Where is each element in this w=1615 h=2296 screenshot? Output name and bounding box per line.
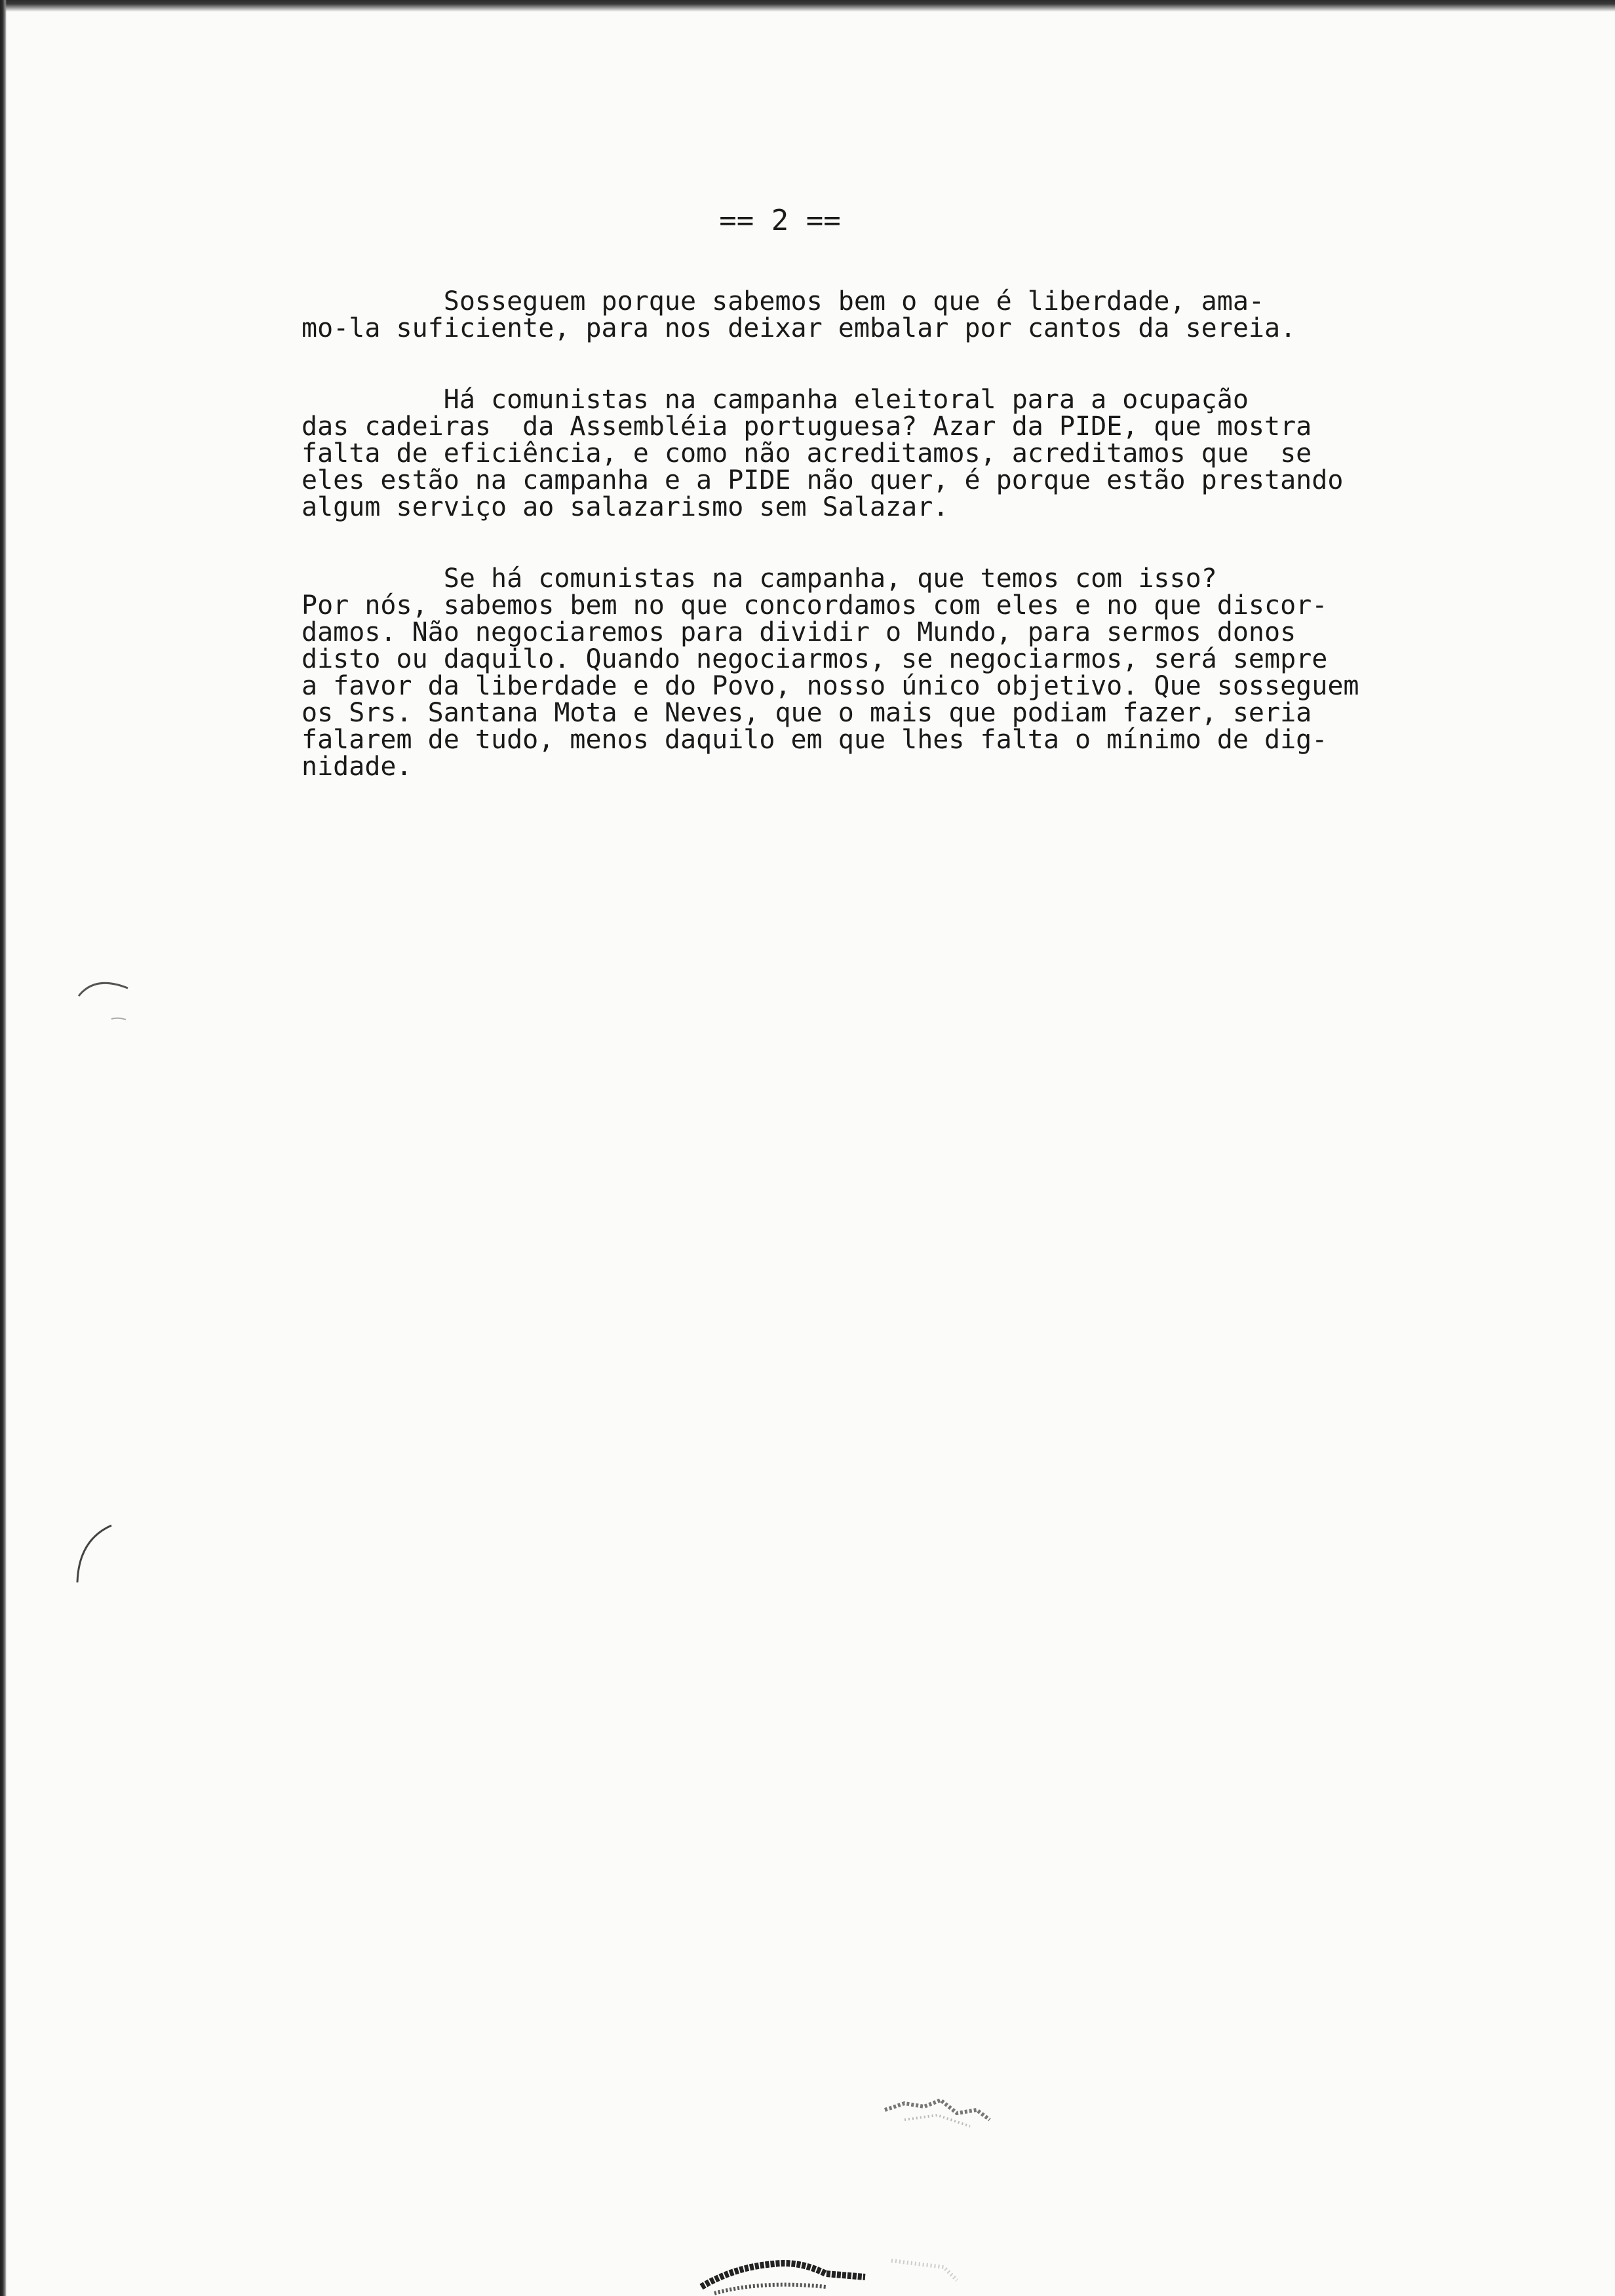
scan-edge-top [0, 0, 1615, 12]
paragraph [302, 288, 1606, 342]
text-line: Sosseguem porque sabemos bem o que é liberdade, ama- [302, 286, 1265, 316]
text-line: os Srs. Santana Mota e Neves, que o mais que podiam fazer, seria [302, 698, 1312, 728]
punch-hole-mark-lower [66, 1520, 131, 1592]
scan-smudge-lower [695, 2221, 970, 2296]
paragraph [302, 387, 1606, 521]
text-line: Há comunistas na campanha eleitoral para a ocupação [302, 385, 1249, 415]
scan-edge-left [0, 0, 7, 2296]
text-line: eles estão na campanha e a PIDE não quer, é porque estão prestando [302, 465, 1344, 495]
text-line: falarem de tudo, menos daquilo em que lhes falta o mínimo de dig- [302, 725, 1328, 755]
text-line: algum serviço ao salazarismo sem Salazar. [302, 492, 949, 522]
scan-smudge-upper [878, 2084, 996, 2143]
paragraph [302, 565, 1606, 780]
text-line: Por nós, sabemos bem no que concordamos com eles e no que discor- [302, 590, 1328, 621]
punch-hole-mark-upper [66, 970, 144, 1029]
text-line: Se há comunistas na campanha, que temos com isso? [302, 564, 1217, 594]
text-line: nidade. [302, 752, 412, 782]
text-line: a favor da liberdade e do Povo, nosso único objetivo. Que sosseguem [302, 671, 1359, 701]
text-line: disto ou daquilo. Quando negociarmos, se negociarmos, será sempre [302, 644, 1328, 674]
text-line: mo-la suficiente, para nos deixar embalar por cantos da sereia. [302, 313, 1296, 343]
body-text [302, 288, 1606, 825]
text-line: falta de eficiência, e como não acreditamos, acreditamos que se [302, 438, 1312, 469]
page-number: == 2 == [719, 204, 841, 237]
text-line: das cadeiras da Assembléia portuguesa? Azar da PIDE, que mostra [302, 411, 1312, 442]
text-line: damos. Não negociaremos para dividir o Mundo, para sermos donos [302, 617, 1296, 647]
